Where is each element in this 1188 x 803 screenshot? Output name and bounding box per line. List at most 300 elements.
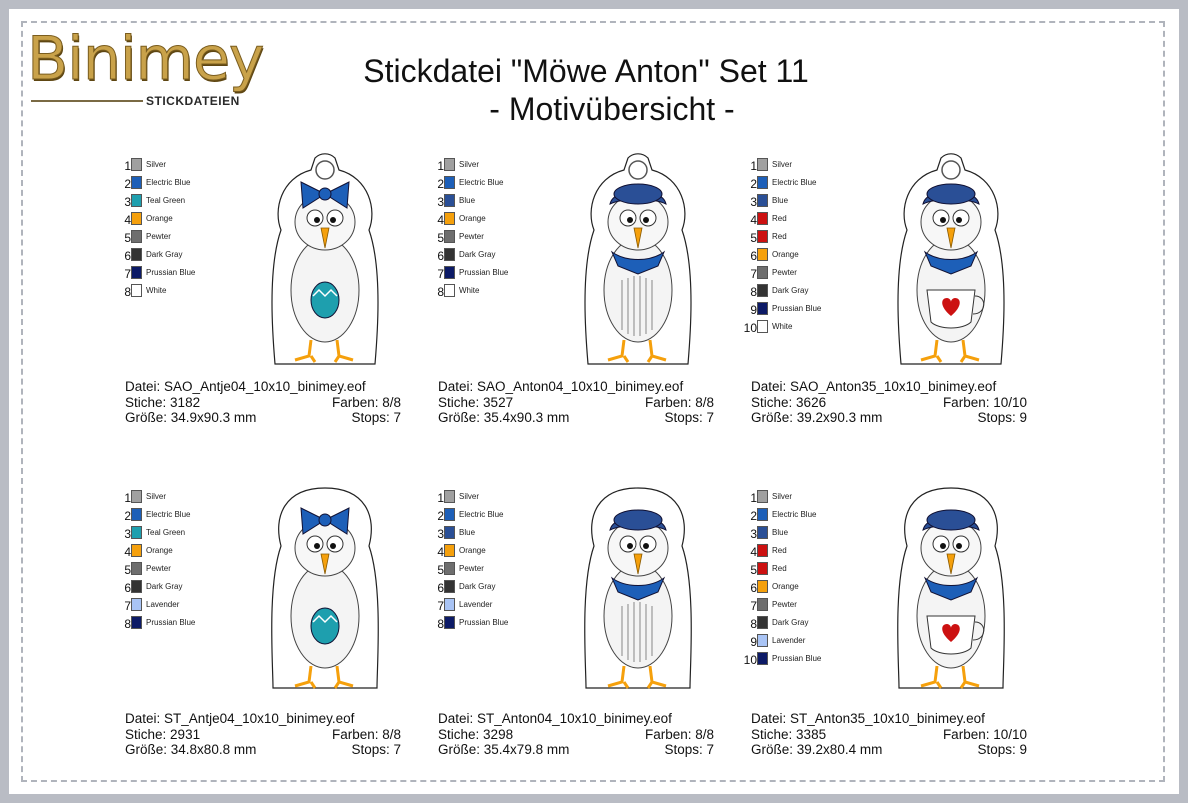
legend-row — [428, 284, 548, 302]
legend-number: 4 — [437, 213, 444, 227]
legend-row — [428, 598, 548, 616]
gull-motif-image — [578, 476, 698, 701]
file-info — [751, 379, 1027, 426]
stiche: 3626 — [796, 394, 827, 410]
info-row — [751, 711, 1027, 727]
legend-number: 1 — [437, 159, 444, 173]
legend-number: 6 — [750, 249, 757, 263]
color-name: Red — [772, 232, 787, 241]
legend-number: 6 — [750, 581, 757, 595]
color-swatch — [757, 526, 768, 539]
info-row — [751, 379, 1027, 395]
stops-value: Stops: 7 — [351, 742, 401, 757]
legend-row — [741, 158, 861, 176]
color-name: Blue — [772, 528, 789, 537]
color-swatch — [131, 284, 142, 297]
farben-value: Farben: 8/8 — [644, 394, 714, 410]
groesse_label: Größe: — [751, 742, 794, 757]
info-row — [438, 395, 714, 411]
color-swatch — [131, 544, 142, 557]
info-row — [751, 410, 1027, 426]
farben-value: Farben: 8/8 — [331, 726, 401, 742]
legend-row — [741, 302, 861, 320]
legend-row — [741, 284, 861, 302]
legend-number: 2 — [124, 509, 131, 523]
color-name: Prussian Blue — [772, 654, 822, 663]
file-info — [751, 711, 1027, 758]
legend-number: 5 — [124, 563, 131, 577]
color-swatch — [444, 562, 455, 575]
stiche-value — [125, 395, 200, 411]
groesse-value — [438, 410, 569, 426]
legend-number: 7 — [437, 599, 444, 613]
gull-motif-image — [891, 476, 1011, 701]
groesse: 39.2x90.3 mm — [796, 410, 883, 425]
groesse_label: Größe: — [125, 742, 168, 757]
stiche_label: Stiche: — [125, 394, 167, 410]
datei: SAO_Anton35_10x10_binimey.eof — [790, 379, 997, 394]
legend-number: 3 — [750, 527, 757, 541]
color-swatch — [131, 562, 142, 575]
legend-row — [428, 212, 548, 230]
legend-row — [741, 598, 861, 616]
info-row — [125, 410, 401, 426]
legend-row — [741, 634, 861, 652]
legend-row — [428, 562, 548, 580]
color-swatch — [757, 320, 768, 333]
legend-number: 5 — [437, 563, 444, 577]
datei: ST_Antje04_10x10_binimey.eof — [164, 711, 355, 726]
color-name: Silver — [772, 160, 793, 169]
color-swatch — [131, 266, 142, 279]
groesse-value — [751, 742, 882, 758]
legend-row — [115, 580, 235, 598]
groesse: 39.2x80.4 mm — [796, 742, 883, 757]
color-name: Dark Gray — [459, 250, 496, 259]
datei: ST_Anton04_10x10_binimey.eof — [477, 711, 672, 726]
legend-row — [428, 266, 548, 284]
legend-number: 3 — [124, 195, 131, 209]
datei-value — [438, 379, 683, 395]
color-swatch — [444, 598, 455, 611]
info-row — [438, 410, 714, 426]
datei_label: Datei: — [438, 711, 474, 726]
file-info — [438, 379, 714, 426]
legend-number: 5 — [437, 231, 444, 245]
motif-block — [741, 482, 1041, 772]
legend-row — [741, 562, 861, 580]
datei_label: Datei: — [125, 711, 161, 726]
logo-subtitle: STICKDATEIEN — [146, 94, 240, 108]
color-swatch — [131, 616, 142, 629]
info-row — [125, 395, 401, 411]
legend-row — [428, 490, 548, 508]
datei-value — [751, 379, 996, 395]
color-name: Silver — [459, 160, 480, 169]
stiche_label: Stiche: — [438, 394, 480, 410]
legend-row — [428, 194, 548, 212]
color-name: Red — [772, 214, 787, 223]
stiche: 3527 — [483, 394, 514, 410]
legend-number: 7 — [124, 267, 131, 281]
legend-number: 4 — [124, 213, 131, 227]
color-name: Blue — [772, 196, 789, 205]
color-name: Red — [772, 546, 787, 555]
groesse_label: Größe: — [438, 410, 481, 425]
color-name: Pewter — [459, 232, 484, 241]
legend-number: 5 — [124, 231, 131, 245]
legend-number: 6 — [124, 249, 131, 263]
info-row — [438, 742, 714, 758]
color-swatch — [131, 598, 142, 611]
stiche_label: Stiche: — [751, 726, 793, 742]
color-swatch — [444, 266, 455, 279]
farben-value: Farben: 8/8 — [644, 726, 714, 742]
color-swatch — [131, 194, 142, 207]
stiche-value — [438, 395, 513, 411]
info-row — [751, 742, 1027, 758]
legend-row — [741, 194, 861, 212]
datei-value — [125, 379, 366, 395]
color-name: Prussian Blue — [459, 618, 509, 627]
color-swatch — [444, 230, 455, 243]
legend-row — [115, 616, 235, 634]
stiche-value — [438, 727, 513, 743]
stiche-value — [125, 727, 200, 743]
color-swatch — [757, 652, 768, 665]
color-swatch — [444, 616, 455, 629]
gull-motif-image — [578, 150, 698, 375]
info-row — [125, 727, 401, 743]
legend-row — [115, 490, 235, 508]
stiche_label: Stiche: — [125, 726, 167, 742]
motif-block — [428, 150, 728, 440]
groesse_label: Größe: — [438, 742, 481, 757]
datei: ST_Anton35_10x10_binimey.eof — [790, 711, 985, 726]
color-swatch — [131, 490, 142, 503]
legend-row — [115, 248, 235, 266]
color-swatch — [757, 562, 768, 575]
groesse: 35.4x79.8 mm — [483, 742, 570, 757]
legend-row — [115, 176, 235, 194]
legend-row — [741, 176, 861, 194]
legend-row — [741, 490, 861, 508]
file-info — [125, 379, 401, 426]
color-swatch — [757, 194, 768, 207]
datei_label: Datei: — [751, 711, 787, 726]
color-name: White — [772, 322, 793, 331]
legend-number: 6 — [124, 581, 131, 595]
stiche-value — [751, 395, 826, 411]
gull-motif-image — [265, 476, 385, 701]
legend-row — [428, 580, 548, 598]
legend-row — [741, 544, 861, 562]
color-name: Pewter — [772, 600, 797, 609]
color-name: Electric Blue — [772, 510, 817, 519]
color-swatch — [444, 580, 455, 593]
farben-value: Farben: 10/10 — [942, 394, 1027, 410]
legend-number: 4 — [750, 545, 757, 559]
stops-value: Stops: 7 — [664, 410, 714, 425]
color-name: Orange — [459, 546, 486, 555]
legend-row — [115, 194, 235, 212]
legend-row — [115, 266, 235, 284]
legend-number: 7 — [124, 599, 131, 613]
color-name: Orange — [772, 582, 799, 591]
color-swatch — [131, 248, 142, 261]
legend-number: 8 — [750, 617, 757, 631]
legend-row — [741, 266, 861, 284]
color-name: Teal Green — [146, 196, 186, 205]
legend-number: 6 — [437, 581, 444, 595]
color-name: Red — [772, 564, 787, 573]
farben-value: Farben: 8/8 — [331, 394, 401, 410]
legend-row — [428, 248, 548, 266]
datei-value — [125, 711, 354, 727]
stiche: 3182 — [170, 394, 201, 410]
color-name: Lavender — [146, 600, 180, 609]
color-swatch — [131, 508, 142, 521]
legend-number: 8 — [124, 285, 131, 299]
datei_label: Datei: — [438, 379, 474, 394]
color-swatch — [757, 302, 768, 315]
color-swatch — [757, 508, 768, 521]
color-swatch — [444, 526, 455, 539]
color-name: Orange — [772, 250, 799, 259]
legend-number: 10 — [743, 653, 757, 667]
legend-row — [428, 544, 548, 562]
stiche-value — [751, 727, 826, 743]
groesse-value — [438, 742, 569, 758]
title-line-1: Stickdatei "Möwe Anton" Set 11 — [363, 53, 809, 89]
legend-number: 3 — [437, 195, 444, 209]
color-name: Dark Gray — [146, 582, 183, 591]
legend-row — [115, 212, 235, 230]
color-name: Prussian Blue — [146, 268, 196, 277]
legend-number: 4 — [437, 545, 444, 559]
info-row — [125, 379, 401, 395]
stiche: 3298 — [483, 726, 514, 742]
color-swatch — [131, 580, 142, 593]
legend-row — [115, 230, 235, 248]
color-swatch — [757, 212, 768, 225]
legend-row — [115, 284, 235, 302]
legend-row — [428, 508, 548, 526]
color-swatch — [444, 212, 455, 225]
legend-row — [428, 176, 548, 194]
groesse-value — [125, 410, 256, 426]
color-name: Prussian Blue — [772, 304, 822, 313]
legend-number: 5 — [750, 563, 757, 577]
legend-number: 10 — [743, 321, 757, 335]
info-row — [125, 711, 401, 727]
color-swatch — [444, 194, 455, 207]
color-name: Dark Gray — [772, 286, 809, 295]
color-name: Silver — [772, 492, 793, 501]
color-swatch — [757, 266, 768, 279]
color-name: Dark Gray — [772, 618, 809, 627]
info-row — [751, 395, 1027, 411]
color-swatch — [131, 212, 142, 225]
color-name: Lavender — [772, 636, 806, 645]
color-name: Electric Blue — [772, 178, 817, 187]
legend-number: 1 — [124, 159, 131, 173]
datei_label: Datei: — [125, 379, 161, 394]
color-swatch — [444, 544, 455, 557]
legend-number: 4 — [750, 213, 757, 227]
color-name: Pewter — [146, 564, 171, 573]
legend-row — [115, 526, 235, 544]
legend-row — [428, 230, 548, 248]
legend-row — [741, 652, 861, 670]
legend-row — [741, 508, 861, 526]
groesse: 35.4x90.3 mm — [483, 410, 570, 425]
legend-row — [741, 230, 861, 248]
color-name: Silver — [146, 492, 167, 501]
color-name: Orange — [459, 214, 486, 223]
datei_label: Datei: — [751, 379, 787, 394]
legend-number: 9 — [750, 303, 757, 317]
color-name: Dark Gray — [459, 582, 496, 591]
legend-row — [741, 616, 861, 634]
legend-row — [741, 248, 861, 266]
stiche_label: Stiche: — [751, 394, 793, 410]
color-swatch — [444, 490, 455, 503]
groesse_label: Größe: — [751, 410, 794, 425]
title-line-2: - Motivübersicht - — [489, 91, 735, 127]
motif-block — [741, 150, 1041, 440]
color-swatch — [757, 616, 768, 629]
color-swatch — [757, 248, 768, 261]
color-swatch — [757, 490, 768, 503]
legend-number: 8 — [437, 617, 444, 631]
info-row — [438, 379, 714, 395]
legend-number: 8 — [437, 285, 444, 299]
info-row — [438, 727, 714, 743]
color-swatch — [444, 284, 455, 297]
gull-motif-image — [891, 150, 1011, 375]
legend-number: 2 — [124, 177, 131, 191]
legend-number: 7 — [750, 599, 757, 613]
legend-row — [428, 158, 548, 176]
color-swatch — [757, 634, 768, 647]
color-name: Teal Green — [146, 528, 186, 537]
color-name: Electric Blue — [459, 178, 504, 187]
color-name: Lavender — [459, 600, 493, 609]
color-swatch — [444, 248, 455, 261]
color-swatch — [757, 176, 768, 189]
stops-value: Stops: 7 — [664, 742, 714, 757]
color-swatch — [444, 508, 455, 521]
color-name: Pewter — [146, 232, 171, 241]
legend-row — [741, 212, 861, 230]
legend-number: 1 — [750, 491, 757, 505]
color-name: Electric Blue — [146, 178, 191, 187]
stops-value: Stops: 9 — [977, 742, 1027, 757]
color-name: Dark Gray — [146, 250, 183, 259]
color-name: Blue — [459, 196, 476, 205]
farben-value: Farben: 10/10 — [942, 726, 1027, 742]
file-info — [438, 711, 714, 758]
info-row — [751, 727, 1027, 743]
color-name: Orange — [146, 214, 173, 223]
color-swatch — [444, 158, 455, 171]
stiche_label: Stiche: — [438, 726, 480, 742]
color-swatch — [757, 284, 768, 297]
groesse_label: Größe: — [125, 410, 168, 425]
legend-number: 8 — [750, 285, 757, 299]
legend-number: 7 — [437, 267, 444, 281]
color-name: Prussian Blue — [146, 618, 196, 627]
legend-number: 2 — [437, 509, 444, 523]
motif-block — [428, 482, 728, 772]
info-row — [125, 742, 401, 758]
color-swatch — [131, 526, 142, 539]
color-swatch — [757, 230, 768, 243]
color-swatch — [131, 158, 142, 171]
legend-number: 3 — [124, 527, 131, 541]
legend-row — [115, 598, 235, 616]
stiche: 2931 — [170, 726, 201, 742]
datei: SAO_Antje04_10x10_binimey.eof — [164, 379, 366, 394]
stops-value: Stops: 9 — [977, 410, 1027, 425]
stiche: 3385 — [796, 726, 827, 742]
legend-row — [428, 616, 548, 634]
legend-row — [428, 526, 548, 544]
legend-number: 3 — [750, 195, 757, 209]
color-name: Pewter — [772, 268, 797, 277]
color-name: Pewter — [459, 564, 484, 573]
color-swatch — [131, 230, 142, 243]
legend-row — [741, 580, 861, 598]
color-name: Silver — [459, 492, 480, 501]
legend-row — [115, 158, 235, 176]
color-name: Prussian Blue — [459, 268, 509, 277]
color-swatch — [131, 176, 142, 189]
legend-number: 4 — [124, 545, 131, 559]
groesse: 34.9x90.3 mm — [170, 410, 257, 425]
binimey-logo — [27, 26, 277, 121]
legend-number: 2 — [750, 177, 757, 191]
color-swatch — [757, 158, 768, 171]
legend-number: 5 — [750, 231, 757, 245]
legend-number: 9 — [750, 635, 757, 649]
color-name: White — [146, 286, 167, 295]
legend-row — [115, 544, 235, 562]
legend-number: 2 — [750, 509, 757, 523]
legend-number: 1 — [750, 159, 757, 173]
datei: SAO_Anton04_10x10_binimey.eof — [477, 379, 684, 394]
info-row — [438, 711, 714, 727]
color-name: Electric Blue — [146, 510, 191, 519]
datei-value — [438, 711, 672, 727]
groesse-value — [125, 742, 256, 758]
legend-number: 6 — [437, 249, 444, 263]
color-name: White — [459, 286, 480, 295]
legend-number: 8 — [124, 617, 131, 631]
color-name: Silver — [146, 160, 167, 169]
datei-value — [751, 711, 985, 727]
logo-underline — [31, 100, 143, 102]
logo-wordmark: Binimey — [27, 24, 264, 94]
color-swatch — [757, 580, 768, 593]
motif-block — [115, 150, 415, 440]
file-info — [125, 711, 401, 758]
gull-motif-image — [265, 150, 385, 375]
legend-row — [741, 320, 861, 338]
color-name: Orange — [146, 546, 173, 555]
stops-value: Stops: 7 — [351, 410, 401, 425]
